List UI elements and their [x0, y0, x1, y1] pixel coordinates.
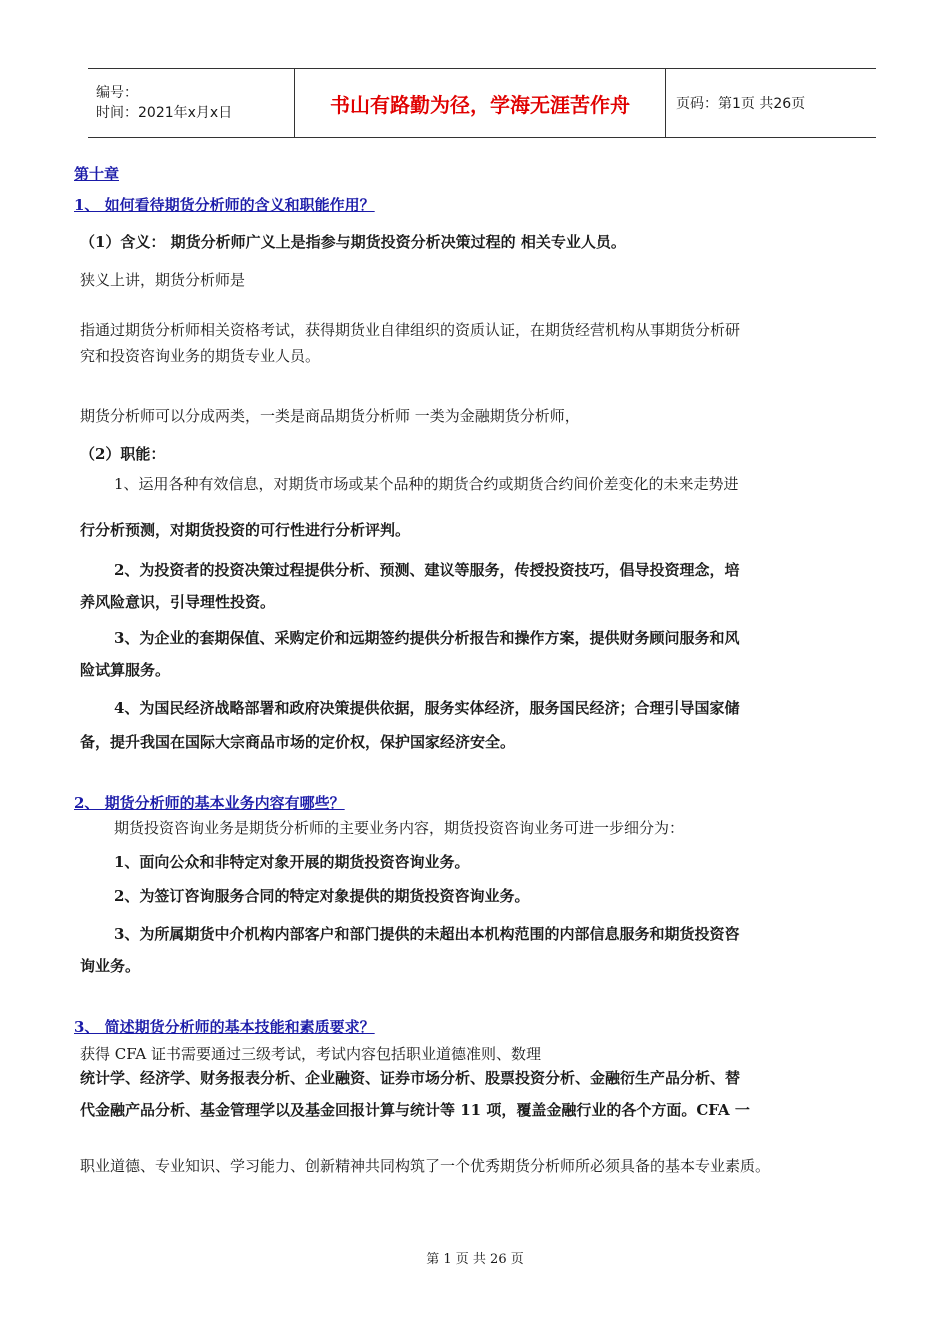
q2-item-3b: 询业务。: [80, 957, 141, 975]
header-meta: [88, 69, 295, 137]
q2-item-2: 2、为签订咨询服务合同的特定对象提供的期货投资咨询业务。: [114, 887, 530, 905]
q1-function-3b: 险试算服务。: [80, 661, 171, 679]
q1-narrow-intro: 狭义上讲，期货分析师是: [80, 271, 246, 289]
question-1-title: 1、 如何看待期货分析师的含义和职能作用？: [74, 196, 375, 214]
q2-item-3a: 3、为所属期货中介机构内部客户和部门提供的未超出本机构范围的内部信息服务和期货投资咨: [114, 925, 740, 943]
q1-function-2a: 2、为投资者的投资决策过程提供分析、预测、建议等服务，传授投资技巧，倡导投资理念，培: [114, 561, 740, 579]
header-motto: 书山有路勤为径，学海无涯苦作舟: [295, 69, 666, 137]
header-page-number: 页码：第1页 共26页: [676, 96, 806, 112]
page-header: [88, 68, 876, 138]
chapter-title: 第十章: [74, 165, 120, 183]
question-3-title: 3、 简述期货分析师的基本技能和素质要求？: [74, 1018, 375, 1036]
q3-line-1: 获得 CFA 证书需要通过三级考试，考试内容包括职业道德准则、数理: [80, 1045, 541, 1063]
q1-function-1a: 1、运用各种有效信息，对期货市场或某个品种的期货合约或期货合约间价差变化的未来走势进: [114, 475, 739, 493]
question-2-title: 2、 期货分析师的基本业务内容有哪些？: [74, 794, 345, 812]
q3-line-4: 职业道德、专业知识、学习能力、创新精神共同构筑了一个优秀期货分析师所必须具备的基本专业素质。: [80, 1157, 771, 1175]
q1-types: 期货分析师可以分成两类，一类是商品期货分析师 一类为金融期货分析师，: [80, 407, 580, 425]
q1-narrow-1: 指通过期货分析师相关资格考试，获得期货业自律组织的资质认证，在期货经营机构从事期货分析研: [80, 321, 741, 339]
page-footer: 第 1 页 共 26 页: [426, 1252, 524, 1267]
q2-item-1: 1、面向公众和非特定对象开展的期货投资咨询业务。: [114, 853, 470, 871]
document-number: 编号：: [96, 85, 138, 101]
q1-function-2b: 养风险意识，引导理性投资。: [80, 593, 276, 611]
q1-function-4b: 备，提升我国在国际大宗商品市场的定价权，保护国家经济安全。: [80, 733, 516, 751]
q2-intro: 期货投资咨询业务是期货分析师的主要业务内容，期货投资咨询业务可进一步细分为：: [114, 819, 685, 837]
q1-function-3a: 3、为企业的套期保值、采购定价和远期签约提供分析报告和操作方案，提供财务顾问服务和风: [114, 629, 740, 647]
q1-narrow-2: 究和投资咨询业务的期货专业人员。: [80, 347, 321, 365]
q1-function-label: （2）职能：: [80, 445, 166, 463]
q1-function-4a: 4、为国民经济战略部署和政府决策提供依据，服务实体经济，服务国民经济；合理引导国家储: [114, 699, 740, 717]
q1-function-1b: 行分析预测，对期货投资的可行性进行分析评判。: [80, 521, 411, 539]
q3-line-2: 统计学、经济学、财务报表分析、企业融资、证券市场分析、股票投资分析、金融衍生产品分析、替: [80, 1069, 741, 1087]
document-time: 时间：2021年x月x日: [96, 105, 233, 121]
q1-definition: （1）含义： 期货分析师广义上是指参与期货投资分析决策过程的 相关专业人员。: [80, 233, 626, 251]
q3-line-3: 代金融产品分析、基金管理学以及基金回报计算与统计等 11 项，覆盖金融行业的各个方面。CFA 一: [80, 1101, 750, 1119]
